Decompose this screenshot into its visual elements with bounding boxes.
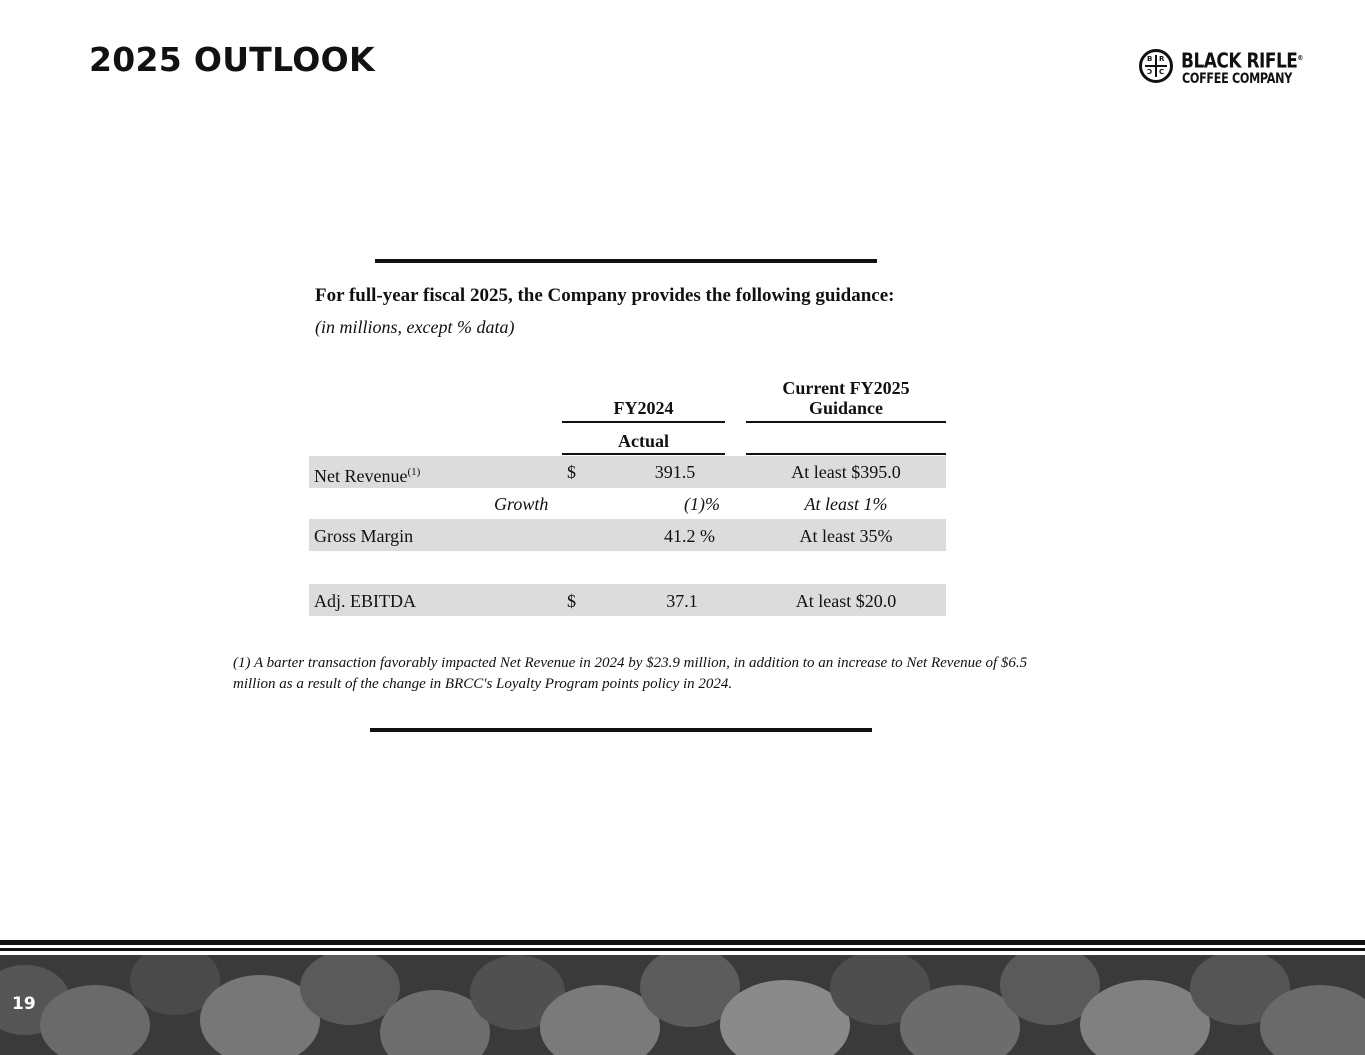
guidance-header-underline	[746, 421, 946, 423]
adj-ebitda-label: Adj. EBITDA	[314, 591, 416, 611]
adj-ebitda-actual: 37.1	[666, 591, 698, 611]
fy2024-subheader: Actual	[618, 431, 669, 451]
logo-wordmark-line2: COFFEE COMPANY	[1182, 71, 1292, 87]
guidance-header-line2: Guidance	[808, 398, 883, 418]
coffee-beans-image	[0, 955, 1365, 1055]
net-revenue-label: Net Revenue$^{(1)}$	[314, 466, 421, 486]
gross-margin-label: Gross Margin	[314, 526, 414, 546]
brand-logo	[1139, 47, 1311, 91]
fy2024-subheader-underline	[562, 453, 725, 455]
growth-guidance: At least 1%	[804, 494, 888, 514]
gross-margin-actual: 41.2 %	[664, 526, 715, 546]
growth-label: Growth	[494, 494, 549, 514]
guidance-header-line1: Current FY2025	[782, 378, 910, 398]
document-top-rule	[375, 259, 877, 263]
page-number: 19	[12, 994, 36, 1014]
adj-ebitda-currency: $	[567, 591, 576, 611]
net-revenue-currency: $	[567, 462, 576, 482]
fy2024-header-underline	[562, 421, 725, 423]
document-bottom-rule	[370, 728, 872, 732]
footnote-ref: (1)	[407, 466, 421, 478]
growth-actual: (1)%	[684, 494, 720, 514]
guidance-heading: For full-year fiscal 2025, the Company provides the following guidance:	[315, 285, 895, 306]
footnote: (1) A barter transaction favorably impacted Net Revenue in 2024 by $23.9 million, in addition to an increase to Net Revenue of $6.5 million as a result of the change in BRCC's Loyalty Program points policy in 2024.	[233, 655, 1028, 692]
logo-wordmark-line1: BLACK RIFLE®	[1181, 48, 1303, 73]
net-revenue-guidance: At least $395.0	[791, 462, 901, 482]
units-note: (in millions, except % data)	[315, 317, 515, 337]
brcc-emblem-icon: B R C C	[1139, 49, 1173, 83]
gross-margin-guidance: At least 35%	[799, 526, 893, 546]
slide-title: 2025 OUTLOOK	[89, 40, 375, 79]
net-revenue-actual: 391.5	[654, 462, 696, 482]
adj-ebitda-guidance: At least $20.0	[795, 591, 897, 611]
fy2024-header: FY2024	[613, 398, 674, 418]
guidance-subheader-underline	[746, 453, 946, 455]
